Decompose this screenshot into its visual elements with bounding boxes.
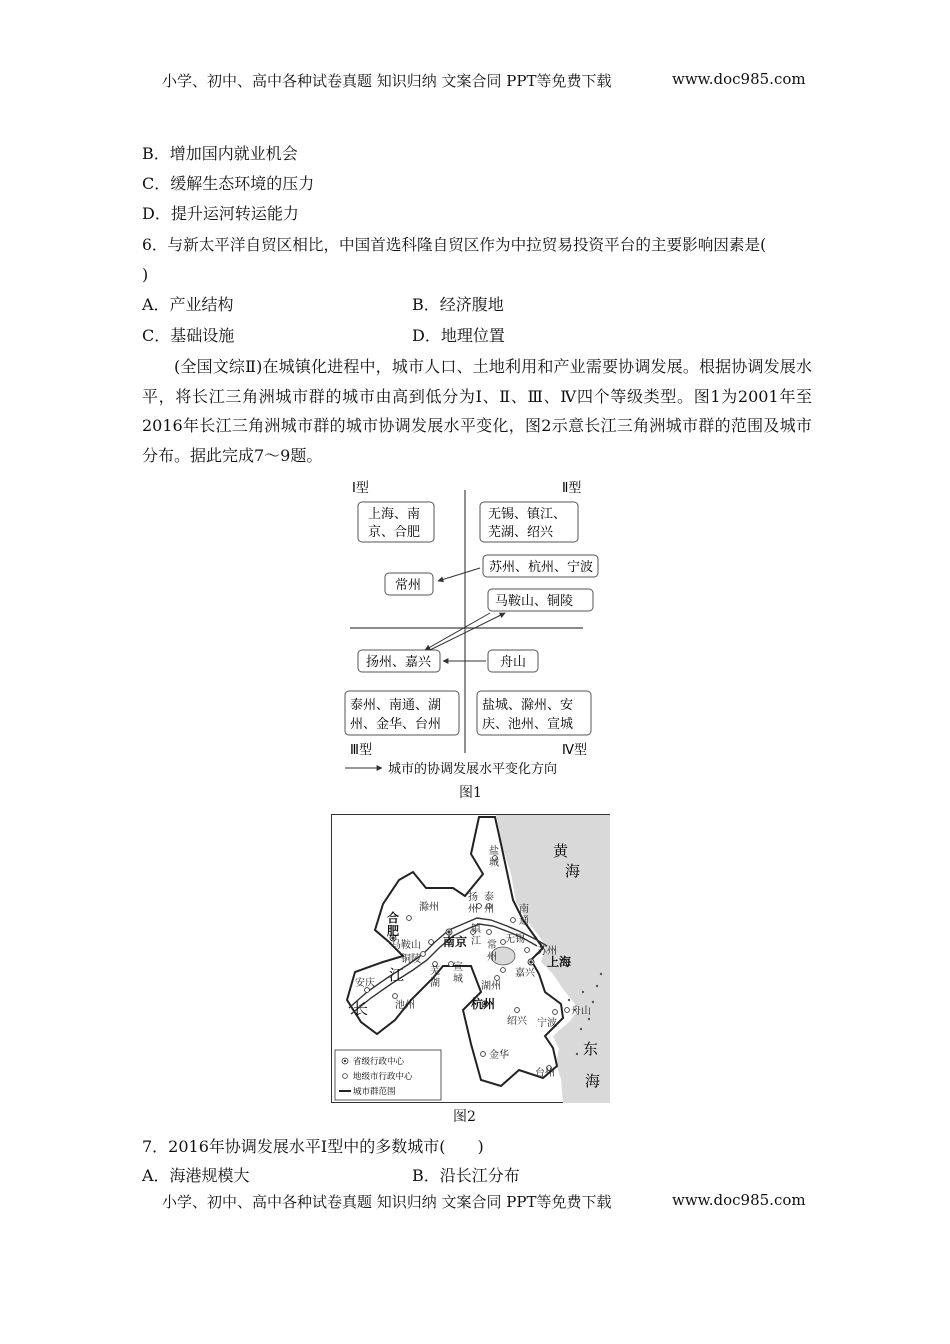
q6-option-d: D．地理位置 <box>412 326 505 345</box>
q6-stem: 6．与新太平洋自贸区相比，中国首选科隆自贸区作为中拉贸易投资平台的主要影响因素是( <box>142 236 767 254</box>
city-xuancheng-1: 宣 <box>453 962 463 973</box>
city-yancheng-1: 盐 <box>489 846 499 857</box>
q6-stem-end: ) <box>142 265 149 284</box>
city-shanghai: 上海 <box>547 955 572 969</box>
box-changzhou: 常州 <box>395 578 422 593</box>
q5-option-b: B．增加国内就业机会 <box>142 144 298 163</box>
city-tongling: 铜陵 <box>401 954 421 965</box>
box-zhoushan: 舟山 <box>500 655 527 670</box>
city-nantong-2: 通 <box>519 916 529 927</box>
footer-text: 小学、初中、高中各种试卷真题 知识归纳 文案合同 PPT等免费下载 <box>162 1193 612 1211</box>
legend-provincial: 省级行政中心 <box>353 1057 405 1067</box>
quadrant-1-label: Ⅰ型 <box>352 481 369 496</box>
box-suzhou: 苏州、杭州、宁波 <box>489 560 594 575</box>
q6-option-c: C．基础设施 <box>142 326 235 345</box>
city-jinhua: 金华 <box>489 1050 509 1061</box>
city-taizhou-2: 州 <box>484 904 494 915</box>
header-url[interactable]: www.doc985.com <box>672 70 806 88</box>
city-zhoushan: 舟山 <box>571 1006 591 1017</box>
sea-east-2: 海 <box>585 1072 601 1090</box>
city-yancheng-2: 城 <box>489 858 499 869</box>
q7-stem: 7．2016年协调发展水平Ⅰ型中的多数城市( ) <box>142 1137 484 1156</box>
city-maanshan: 马鞍山 <box>391 940 421 951</box>
passage: (全国文综Ⅱ)在城镇化进程中，城市人口、土地利用和产业需要协调发展。根据协调发展水平，将长江三角洲城市群的城市由高到低分为Ⅰ、Ⅱ、Ⅲ、Ⅳ四个等级类型。图1为2001年至2016年长江三角洲城市群的城市协调发展水平变化，图2示意长江三角洲城市群的范围及城市分布。据此完成7～9题。 <box>142 357 812 465</box>
city-yangzhou-2: 州 <box>468 904 478 915</box>
q7-option-b: B．沿长江分布 <box>412 1166 520 1185</box>
city-changzhou-2: 州 <box>487 952 497 963</box>
city-nantong-1: 南 <box>519 904 529 915</box>
quadrant-4-label: Ⅳ型 <box>562 743 587 758</box>
page-header <box>162 70 612 91</box>
header-text: 小学、初中、高中各种试卷真题 知识归纳 文案合同 PPT等免费下载 <box>162 72 612 90</box>
city-chuzhou: 滁州 <box>419 902 439 913</box>
q5-option-d: D．提升运河转运能力 <box>142 204 299 223</box>
city-suzhou: 苏州 <box>537 946 557 957</box>
sea-yellow-1: 黄 <box>553 842 569 860</box>
city-xuancheng-2: 城 <box>453 974 463 985</box>
box-q3-line1: 泰州、南通、湖 <box>350 698 442 713</box>
city-shaoxing: 绍兴 <box>507 1016 527 1027</box>
city-jiaxing: 嘉兴 <box>515 968 535 979</box>
city-wuxi: 无锡 <box>505 934 525 945</box>
box-q2-line1: 无锡、镇江、 <box>488 507 567 522</box>
city-wuhu-2: 湖 <box>430 978 440 989</box>
figure-2-map <box>331 814 611 1104</box>
city-huzhou: 湖州 <box>481 981 501 992</box>
city-taizhou-1: 泰 <box>484 892 494 903</box>
legend-prefecture: 地级市行政中心 <box>353 1072 413 1082</box>
figure-2-caption: 图2 <box>453 1109 476 1125</box>
city-yangzhou-1: 扬 <box>468 892 478 903</box>
footer-url[interactable]: www.doc985.com <box>672 1191 806 1209</box>
sea-yellow-2: 海 <box>565 862 581 880</box>
river-label-2: 江 <box>389 966 405 984</box>
city-anqing: 安庆 <box>355 978 375 989</box>
q6-option-a: A．产业结构 <box>142 295 234 314</box>
city-ningbo: 宁波 <box>537 1018 557 1029</box>
figure-1 <box>340 478 600 778</box>
river-label-1: 长 <box>353 1000 369 1018</box>
city-hefei-2: 肥 <box>387 924 400 938</box>
box-q4-line2: 庆、池州、宣城 <box>482 717 574 732</box>
fig1-legend: 城市的协调发展水平变化方向 <box>388 762 558 777</box>
city-changzhou-1: 常 <box>487 940 497 951</box>
city-zhenjiang-2: 江 <box>471 936 481 947</box>
quadrant-3-label: Ⅲ型 <box>350 743 372 758</box>
city-zhenjiang-1: 镇 <box>471 924 481 935</box>
q5-option-c: C．缓解生态环境的压力 <box>142 174 315 193</box>
q7-option-a: A．海港规模大 <box>142 1166 250 1185</box>
box-q1-line1: 上海、南 <box>368 507 421 522</box>
box-yangzhou: 扬州、嘉兴 <box>366 655 432 670</box>
legend-boundary: 城市群范围 <box>353 1087 396 1097</box>
city-chizhou: 池州 <box>395 1000 415 1011</box>
q6-option-b: B．经济腹地 <box>412 295 504 314</box>
box-q4-line1: 盐城、滁州、安 <box>482 698 574 713</box>
city-wuhu-1: 芜 <box>430 966 440 977</box>
box-q3-line2: 州、金华、台州 <box>350 717 442 732</box>
city-taizhou-zj: 台州 <box>535 1068 555 1079</box>
figure-1-caption: 图1 <box>459 785 482 801</box>
city-nanjing: 南京 <box>443 935 468 949</box>
page-footer <box>162 1191 612 1212</box>
city-hangzhou: 杭州 <box>471 997 496 1011</box>
box-q2-line2: 芜湖、绍兴 <box>488 525 554 540</box>
box-maanshan: 马鞍山、铜陵 <box>495 594 574 609</box>
quadrant-2-label: Ⅱ型 <box>562 481 582 496</box>
city-hefei-1: 合 <box>387 911 400 925</box>
sea-east-1: 东 <box>583 1040 599 1058</box>
box-q1-line2: 京、合肥 <box>368 525 421 540</box>
